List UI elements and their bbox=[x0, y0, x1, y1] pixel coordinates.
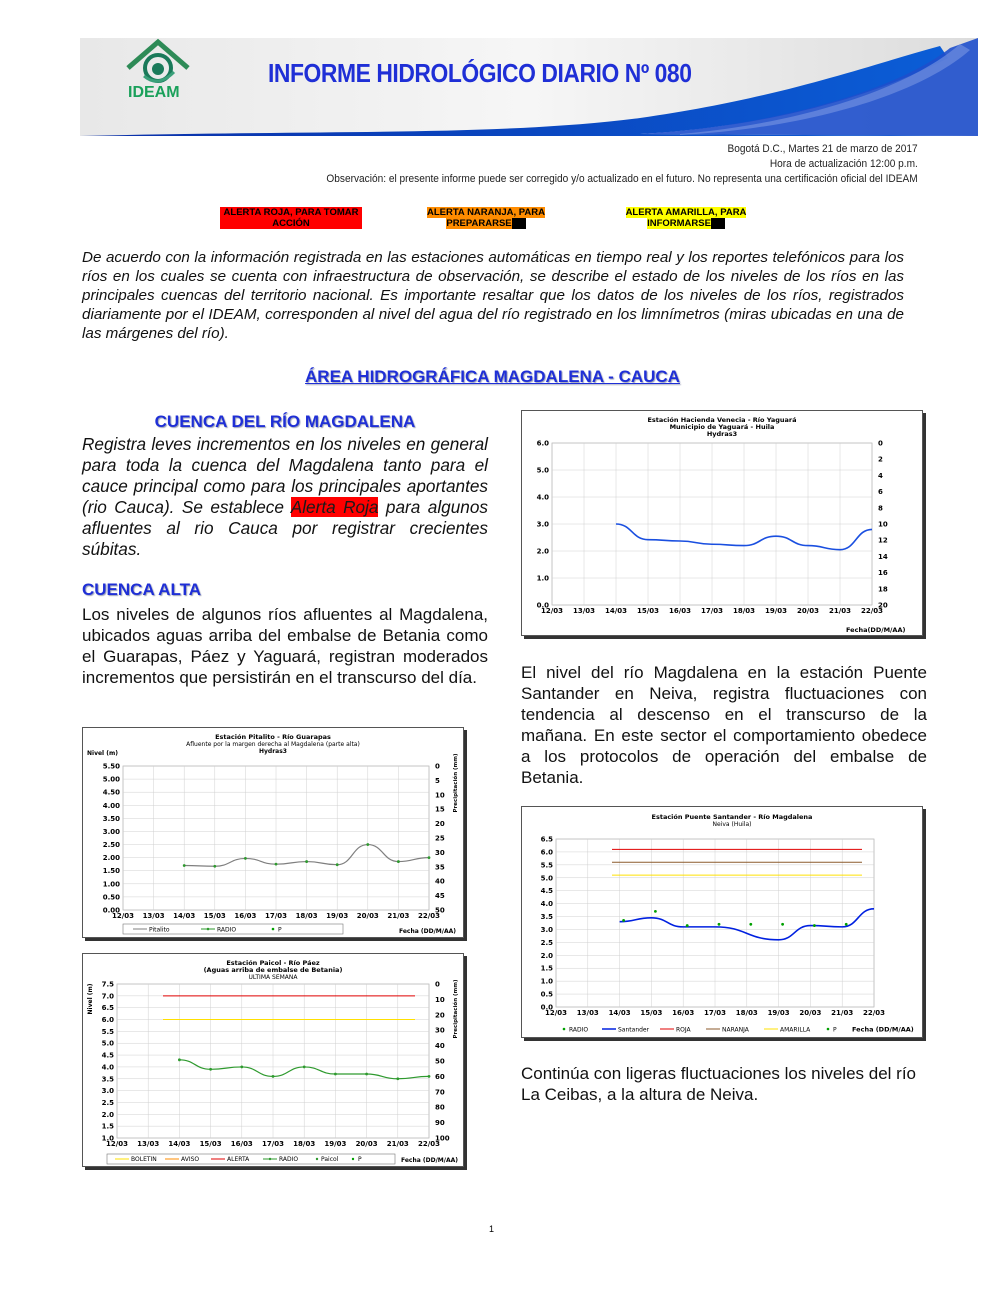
x-tick-label: 14/03 bbox=[604, 607, 628, 615]
observation-note: Observación: el presente informe puede ser corregido y/o actualizado en el futuro. No representa una certificación oficial del IDEAM bbox=[326, 173, 918, 185]
y2-tick-label: 14 bbox=[878, 552, 888, 561]
y-tick-label: 1.50 bbox=[102, 867, 120, 876]
paicol-period: ULTIMA SEMANA bbox=[248, 974, 298, 981]
legend-naranja: NARANJA bbox=[722, 1026, 749, 1034]
report-date: Bogotá D.C., Martes 21 de marzo de 2017 bbox=[727, 143, 918, 155]
legend-radio: RADIO bbox=[217, 926, 237, 934]
y2-tick-label: 50 bbox=[435, 906, 445, 915]
chart-paicol-svg bbox=[83, 954, 463, 1166]
y-tick-label: 1.5 bbox=[101, 1122, 114, 1131]
y-tick-label: 4.5 bbox=[101, 1051, 114, 1060]
cuenca-alta-heading: CUENCA ALTA bbox=[82, 580, 201, 599]
x-tick-label: 15/03 bbox=[640, 1009, 663, 1017]
x-tick-label: 22/03 bbox=[417, 912, 441, 920]
y-tick-label: 1.5 bbox=[540, 964, 553, 973]
y-tick-label: 4.0 bbox=[101, 1063, 114, 1072]
y2-tick-label: 20 bbox=[878, 601, 888, 610]
y-tick-label: 6.5 bbox=[540, 835, 553, 844]
y2-tick-label: 2 bbox=[878, 455, 883, 464]
y-tick-label: 4.0 bbox=[540, 900, 553, 909]
legend-santander: Santander bbox=[618, 1026, 650, 1034]
cuenca-alta-text: Los niveles de algunos ríos afluentes al Magdalena, ubicados aguas arriba del embalse de Betania como el Guarapas, Páez y Yaguará, registran moderados incrementos que persistirán en el transcurso del día. bbox=[82, 605, 488, 687]
legend-radio: RADIO bbox=[569, 1026, 589, 1034]
chart-venecia-svg bbox=[522, 411, 922, 635]
santander-xlabel: Fecha (DD/M/AA) bbox=[852, 1025, 914, 1034]
paicol-title: Estación Paicol - Río Páez bbox=[226, 959, 320, 967]
y2-tick-label: 40 bbox=[435, 877, 445, 886]
x-tick-label: 16/03 bbox=[234, 912, 257, 920]
x-tick-label: 17/03 bbox=[264, 912, 288, 920]
radio-point bbox=[654, 910, 657, 913]
page-number: 1 bbox=[489, 1224, 495, 1234]
chart-pitalito bbox=[82, 727, 464, 938]
intro-paragraph: De acuerdo con la información registrada en las estaciones automáticas en tiempo real y los reportes telefónicos para los ríos en los cuales se cuenta con infraestructura de observación, se describe el estado de los niveles de los ríos en las principales cuencas del territorio nacional. Es importante resaltar que los datos de los niveles de los ríos, registrados diariamente por el IDEAM, corresponden al nivel del agua del río registrado en los limnímetros (miras ubicadas en una de las márgenes del río). bbox=[82, 249, 904, 342]
y2-tick-label: 15 bbox=[435, 805, 445, 814]
y-tick-label: 6.0 bbox=[101, 1016, 114, 1025]
x-tick-label: 16/03 bbox=[230, 1140, 253, 1148]
y2-tick-label: 0 bbox=[435, 980, 440, 989]
y-tick-label: 4.5 bbox=[540, 887, 553, 896]
x-tick-label: 21/03 bbox=[386, 1140, 409, 1148]
y2-tick-label: 35 bbox=[435, 863, 445, 872]
y2-tick-label: 0 bbox=[435, 762, 440, 771]
x-tick-label: 18/03 bbox=[732, 607, 756, 615]
y-tick-label: 0.00 bbox=[102, 906, 120, 915]
pitalito-point bbox=[336, 863, 339, 866]
y-tick-label: 3.0 bbox=[101, 1087, 114, 1096]
x-tick-label: 20/03 bbox=[356, 912, 379, 920]
y2-tick-label: 6 bbox=[878, 488, 883, 497]
ceibas-paragraph: Continúa con ligeras fluctuaciones los niveles del río La Ceibas, a la altura de Neiva. bbox=[521, 1064, 917, 1104]
x-tick-label: 16/03 bbox=[672, 1009, 695, 1017]
paicol-subtitle: (Aguas arriba de embalse de Betania) bbox=[203, 966, 343, 974]
pitalito-point bbox=[244, 857, 247, 860]
y-tick-label: 0.0 bbox=[536, 601, 549, 610]
x-tick-label: 22/03 bbox=[417, 1140, 441, 1148]
x-tick-label: 18/03 bbox=[295, 912, 318, 920]
venecia-source: Hydras3 bbox=[706, 430, 738, 438]
venecia-title: Estación Hacienda Venecia - Río Yaguará bbox=[647, 416, 797, 424]
y-tick-label: 7.0 bbox=[101, 992, 114, 1001]
pitalito-title: Estación Pitalito - Río Guarapas bbox=[215, 733, 331, 741]
x-tick-label: 17/03 bbox=[703, 1009, 727, 1017]
y2-tick-label: 80 bbox=[435, 1103, 445, 1112]
legend-alerta: ALERTA bbox=[227, 1156, 250, 1163]
legend-p: P bbox=[833, 1026, 837, 1034]
radio-point bbox=[718, 923, 721, 926]
y2-tick-label: 10 bbox=[878, 520, 888, 529]
x-tick-label: 12/03 bbox=[544, 1009, 568, 1017]
x-tick-label: 21/03 bbox=[828, 607, 852, 615]
y2-tick-label: 5 bbox=[435, 776, 440, 785]
chart-paicol bbox=[82, 953, 464, 1167]
chart-santander bbox=[521, 806, 923, 1038]
y-tick-label: 5.0 bbox=[540, 874, 553, 883]
y2-tick-label: 18 bbox=[878, 585, 888, 594]
paicol-y2label: Precipitación (mm) bbox=[453, 979, 459, 1039]
x-tick-label: 20/03 bbox=[799, 1009, 822, 1017]
radio-point bbox=[686, 924, 689, 927]
y2-tick-label: 4 bbox=[878, 471, 883, 480]
y-tick-label: 3.5 bbox=[540, 913, 553, 922]
y2-tick-label: 10 bbox=[435, 995, 445, 1004]
venecia-xlabel: Fecha(DD/M/AA) bbox=[846, 626, 906, 634]
y2-tick-label: 0 bbox=[878, 439, 883, 448]
y2-tick-label: 12 bbox=[878, 536, 888, 545]
y-tick-label: 4.0 bbox=[536, 493, 549, 502]
y2-tick-label: 16 bbox=[878, 569, 888, 578]
paicol-point bbox=[303, 1066, 306, 1069]
y2-tick-label: 8 bbox=[878, 504, 883, 513]
paicol-point bbox=[178, 1058, 181, 1061]
y-tick-label: 1.0 bbox=[540, 977, 553, 986]
y-tick-label: 3.5 bbox=[101, 1075, 114, 1084]
radio-point bbox=[845, 923, 848, 926]
pitalito-subtitle: Afluente por la margen derecha al Magdalena (parte alta) bbox=[186, 741, 360, 748]
pitalito-ylabel: Nivel (m) bbox=[87, 750, 118, 757]
cuenca-magdalena-heading: CUENCA DEL RÍO MAGDALENA bbox=[154, 412, 416, 431]
y-tick-label: 2.0 bbox=[540, 951, 553, 960]
paicol-ylabel: Nivel (m) bbox=[87, 983, 94, 1015]
pitalito-point bbox=[275, 863, 278, 866]
paicol-point bbox=[365, 1073, 368, 1076]
report-title: INFORME HIDROLÓGICO DIARIO Nº 080 bbox=[268, 58, 692, 88]
x-tick-label: 19/03 bbox=[324, 1140, 347, 1148]
legend-p: P bbox=[278, 926, 282, 934]
y2-tick-label: 30 bbox=[435, 1026, 445, 1035]
cuenca-magdalena-text bbox=[82, 434, 488, 560]
y-tick-label: 6.5 bbox=[101, 1004, 114, 1013]
paicol-point bbox=[334, 1073, 337, 1076]
x-tick-label: 14/03 bbox=[608, 1009, 631, 1017]
neiva-paragraph: El nivel del río Magdalena en la estación Puente Santander en Neiva, registra fluctuaciones con tendencia al descenso en el transcurso de la mañana. En este sector el comportamiento obedece a los protocolos de operación del embalse de Betania. bbox=[521, 663, 927, 787]
legend-boletin: BOLETIN bbox=[131, 1156, 157, 1163]
legend-p: P bbox=[358, 1156, 362, 1163]
paicol-point bbox=[209, 1068, 212, 1071]
x-tick-label: 15/03 bbox=[199, 1140, 222, 1148]
pitalito-xlabel: Fecha (DD/M/AA) bbox=[399, 928, 456, 935]
y2-tick-label: 30 bbox=[435, 848, 445, 857]
x-tick-label: 13/03 bbox=[576, 1009, 599, 1017]
pitalito-point bbox=[213, 865, 216, 868]
x-tick-label: 13/03 bbox=[572, 607, 596, 615]
x-tick-label: 17/03 bbox=[700, 607, 724, 615]
legend-radio: RADIO bbox=[279, 1156, 299, 1163]
y-tick-label: 0.0 bbox=[540, 1003, 553, 1012]
alerta-roja-highlight: Alerta Roja bbox=[290, 497, 379, 517]
alert-orange-swatch bbox=[512, 218, 526, 229]
area-title: ÁREA HIDROGRÁFICA MAGDALENA - CAUCA bbox=[305, 367, 680, 386]
y-tick-label: 6.0 bbox=[536, 439, 549, 448]
alert-orange-text: ALERTA NARANJA, PARA PREPARARSE bbox=[426, 207, 546, 229]
x-tick-label: 14/03 bbox=[173, 912, 196, 920]
y2-tick-label: 70 bbox=[435, 1088, 445, 1097]
pitalito-y2label: Precipitación (mm) bbox=[453, 753, 459, 813]
y-tick-label: 2.00 bbox=[102, 854, 120, 863]
y-tick-label: 3.0 bbox=[536, 520, 549, 529]
santander-legend bbox=[563, 1027, 837, 1034]
y-tick-label: 5.00 bbox=[102, 775, 120, 784]
y2-tick-label: 100 bbox=[435, 1134, 450, 1143]
pitalito-point bbox=[305, 860, 308, 863]
x-tick-label: 14/03 bbox=[168, 1140, 191, 1148]
y-tick-label: 1.0 bbox=[536, 574, 549, 583]
x-tick-label: 12/03 bbox=[111, 912, 135, 920]
x-tick-label: 22/03 bbox=[860, 607, 884, 615]
logo-text: IDEAM bbox=[128, 84, 180, 101]
x-tick-label: 20/03 bbox=[796, 607, 820, 615]
santander-subtitle: Neiva (Huila) bbox=[712, 821, 752, 828]
y-tick-label: 4.00 bbox=[102, 801, 120, 810]
y-tick-label: 3.0 bbox=[540, 925, 553, 934]
radio-point bbox=[749, 923, 752, 926]
x-tick-label: 13/03 bbox=[142, 912, 165, 920]
y-tick-label: 5.0 bbox=[101, 1039, 114, 1048]
y-tick-label: 2.0 bbox=[536, 547, 549, 556]
x-tick-label: 19/03 bbox=[764, 607, 788, 615]
radio-point bbox=[622, 919, 625, 922]
x-tick-label: 21/03 bbox=[387, 912, 410, 920]
mag-text-a: Registra leves incrementos en los niveles en general para toda la cuenca del Magdalena tanto para el cauce principal como para los principales aportantes (rio Cauca). Se establece bbox=[82, 434, 488, 517]
paicol-legend bbox=[107, 1154, 395, 1164]
legend-paicol: Paicol bbox=[321, 1156, 339, 1163]
y2-tick-label: 50 bbox=[435, 1057, 445, 1066]
y2-tick-label: 40 bbox=[435, 1042, 445, 1051]
x-tick-label: 16/03 bbox=[668, 607, 692, 615]
y-tick-label: 1.0 bbox=[101, 1134, 114, 1143]
y2-tick-label: 10 bbox=[435, 791, 445, 800]
x-tick-label: 19/03 bbox=[767, 1009, 790, 1017]
y-tick-label: 3.50 bbox=[102, 814, 120, 823]
x-tick-label: 15/03 bbox=[203, 912, 226, 920]
alert-yellow-swatch bbox=[711, 218, 725, 229]
pitalito-legend bbox=[123, 924, 343, 934]
radio-point bbox=[813, 924, 816, 927]
paicol-xlabel: Fecha (DD/M/AA) bbox=[401, 1157, 458, 1164]
y-tick-label: 2.5 bbox=[101, 1098, 114, 1107]
y2-tick-label: 90 bbox=[435, 1119, 445, 1128]
x-tick-label: 21/03 bbox=[831, 1009, 854, 1017]
chart-venecia bbox=[521, 410, 923, 636]
y2-tick-label: 20 bbox=[435, 1011, 445, 1020]
y-tick-label: 3.00 bbox=[102, 827, 120, 836]
x-tick-label: 12/03 bbox=[105, 1140, 129, 1148]
legend-pitalito: Pitalito bbox=[149, 926, 170, 934]
y-tick-label: 0.5 bbox=[540, 990, 553, 999]
y2-tick-label: 45 bbox=[435, 892, 445, 901]
update-time: Hora de actualización 12:00 p.m. bbox=[770, 158, 918, 170]
chart-santander-svg bbox=[522, 807, 922, 1037]
y2-tick-label: 20 bbox=[435, 820, 445, 829]
y-tick-label: 2.5 bbox=[540, 938, 553, 947]
x-tick-label: 17/03 bbox=[261, 1140, 285, 1148]
legend-amarilla: AMARILLA bbox=[780, 1026, 811, 1034]
santander-title: Estación Puente Santander - Río Magdalena bbox=[651, 813, 813, 821]
y-tick-label: 5.5 bbox=[540, 861, 553, 870]
x-tick-label: 19/03 bbox=[326, 912, 349, 920]
pitalito-point bbox=[397, 860, 400, 863]
y-tick-label: 6.0 bbox=[540, 848, 553, 857]
y-tick-label: 0.50 bbox=[102, 893, 120, 902]
alert-yellow-label bbox=[622, 207, 750, 229]
y-tick-label: 5.5 bbox=[101, 1027, 114, 1036]
y-tick-label: 7.5 bbox=[101, 980, 114, 989]
paicol-point bbox=[240, 1066, 243, 1069]
x-tick-label: 22/03 bbox=[862, 1009, 886, 1017]
chart-pitalito-svg bbox=[83, 728, 463, 937]
y-tick-label: 2.50 bbox=[102, 841, 120, 850]
y-tick-label: 4.50 bbox=[102, 788, 120, 797]
pitalito-point bbox=[428, 856, 431, 859]
paicol-point bbox=[272, 1075, 275, 1078]
pitalito-point bbox=[366, 843, 369, 846]
alert-red-label: ALERTA ROJA, PARA TOMAR ACCIÓN bbox=[220, 207, 362, 229]
y-tick-label: 2.0 bbox=[101, 1110, 114, 1119]
y-tick-label: 5.0 bbox=[536, 466, 549, 475]
y2-tick-label: 25 bbox=[435, 834, 445, 843]
alert-yellow-text: ALERTA AMARILLA, PARA INFORMARSE bbox=[625, 207, 747, 229]
x-tick-label: 15/03 bbox=[636, 607, 660, 615]
paicol-point bbox=[428, 1075, 431, 1078]
paicol-point bbox=[396, 1077, 399, 1080]
pitalito-point bbox=[183, 864, 186, 867]
legend-aviso: AVISO bbox=[181, 1156, 200, 1163]
x-tick-label: 20/03 bbox=[355, 1140, 378, 1148]
alert-orange-label bbox=[424, 207, 548, 229]
legend-roja: ROJA bbox=[676, 1026, 691, 1034]
y-tick-label: 1.00 bbox=[102, 880, 120, 889]
x-tick-label: 18/03 bbox=[293, 1140, 316, 1148]
venecia-subtitle: Municipio de Yaguará - Huila bbox=[669, 423, 775, 431]
y2-tick-label: 60 bbox=[435, 1072, 445, 1081]
y-tick-label: 5.50 bbox=[102, 762, 120, 771]
pitalito-source: Hydras3 bbox=[259, 748, 287, 755]
x-tick-label: 12/03 bbox=[540, 607, 564, 615]
mag-text-b: para algunos afluentes al rio Cauca por registrar crecientes súbitas. bbox=[82, 497, 488, 559]
x-tick-label: 18/03 bbox=[735, 1009, 758, 1017]
x-tick-label: 13/03 bbox=[137, 1140, 160, 1148]
radio-point bbox=[781, 923, 784, 926]
